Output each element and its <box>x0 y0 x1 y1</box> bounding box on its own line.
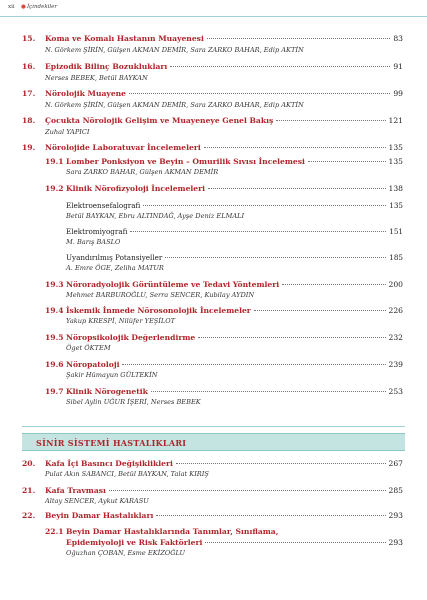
header-page-number: xii <box>8 4 15 10</box>
subentry-title: Nöropsikolojik Değerlendirme <box>66 333 196 342</box>
entry-page: 91 <box>393 62 403 71</box>
dot-leader <box>205 542 385 543</box>
entry-page: 99 <box>393 89 403 98</box>
subentry-authors: Oğuzhan ÇOBAN, Esme EKİZOĞLU <box>66 549 186 557</box>
entry-authors: Pulat Akın SABANCI, Betül BAYKAN, Talat KIRIŞ <box>45 470 209 478</box>
entry-page: 135 <box>388 143 403 152</box>
entry-title: Koma ve Komalı Hastanın Muayenesi <box>45 34 204 43</box>
subentry-authors: Mehmet BARBUROĞLU, Serra SENCER, Kubilay AYDIN <box>66 291 255 299</box>
subentry-number: 22.1 <box>45 527 64 536</box>
subentry-number: 19.5 <box>45 333 64 342</box>
entry-number: 19. <box>22 143 36 152</box>
subentry-authors: Şakir Hümayun GÜLTEKİN <box>66 371 158 379</box>
item-authors: Betül BAYKAN, Ebru ALTINDAĞ, Ayşe Deniz ELMALI <box>66 212 245 220</box>
entry-authors: N. Görkem ŞİRİN, Gülşen AKMAN DEMİR, Sara ZARKO BAHAR, Edip AKTİN <box>45 46 304 54</box>
entry-number: 15. <box>22 34 36 43</box>
entry-number: 18. <box>22 116 36 125</box>
subentry-authors: Sara ZARKO BAHAR, Gülşen AKMAN DEMİR <box>66 168 219 176</box>
subentry-number: 19.4 <box>45 306 64 315</box>
entry-page: 121 <box>388 116 403 125</box>
dot-leader <box>151 391 386 392</box>
item-title: Uyandırılmış Potansiyeller <box>66 253 163 262</box>
subentry-title-line2: Epidemiyoloji ve Risk Faktörleri <box>66 538 203 547</box>
subentry-title: Nöroradyolojik Görüntüleme ve Tedavi Yöntemleri <box>66 280 280 289</box>
subentry-title: Klinik Nörogenetik <box>66 387 148 396</box>
entry-title: Epizodik Bilinç Bozuklukları <box>45 62 168 71</box>
dot-leader <box>208 188 385 189</box>
dot-leader <box>170 66 390 67</box>
entry-number: 16. <box>22 62 36 71</box>
section-band <box>22 433 405 451</box>
entry-title: Kafa İçi Basıncı Değişiklikleri <box>45 459 173 468</box>
dot-leader <box>282 284 385 285</box>
dot-leader <box>130 231 386 232</box>
entry-title: Beyin Damar Hastalıkları <box>45 511 154 520</box>
item-page: 135 <box>389 201 403 210</box>
subentry-title: İskemik İnmede Nörosonolojik İncelemeler <box>66 306 251 315</box>
entry-number: 21. <box>22 486 36 495</box>
subentry-title: Klinik Nörofizyoloji İncelemeleri <box>66 184 206 193</box>
subentry-page: 253 <box>388 387 403 396</box>
dot-leader <box>207 38 391 39</box>
header-divider <box>0 16 427 17</box>
item-title: Elektroensefalografi <box>66 201 141 210</box>
dot-leader <box>176 463 386 464</box>
subentry-title: Lomber Ponksiyon ve Beyin – Omurilik Sıvısı İncelemesi <box>66 157 305 166</box>
subentry-authors: Öget ÖKTEM <box>66 344 111 352</box>
subentry-number: 19.2 <box>45 184 64 193</box>
entry-authors: Altay SENCER, Aykut KARASU <box>45 497 149 505</box>
dot-leader <box>198 337 385 338</box>
section-top-rule <box>22 426 405 427</box>
item-title: Elektromiyografi <box>66 227 128 236</box>
entry-authors: Nerses BEBEK, Betül BAYKAN <box>45 74 148 82</box>
entry-title: Nörolojide Laboratuvar İncelemeleri <box>45 143 201 152</box>
entry-page: 83 <box>393 34 403 43</box>
dot-leader <box>276 120 385 121</box>
subentry-page: 232 <box>388 333 403 342</box>
header-bullet-icon: ● <box>21 3 26 10</box>
subentry-page: 239 <box>388 360 403 369</box>
entry-page: 285 <box>388 486 403 495</box>
item-page: 185 <box>389 253 403 262</box>
entry-title: Kafa Travması <box>45 486 106 495</box>
entry-page: 267 <box>388 459 403 468</box>
subentry-authors: Yakup KRESPİ, Nilüfer YEŞİLOT <box>66 317 176 325</box>
subentry-page: 200 <box>388 280 403 289</box>
dot-leader <box>204 147 386 148</box>
entry-number: 20. <box>22 459 36 468</box>
item-authors: M. Barış BASLO <box>66 238 121 246</box>
dot-leader <box>308 161 386 162</box>
dot-leader <box>156 515 385 516</box>
subentry-page: 226 <box>388 306 403 315</box>
header-title: İçindekiler <box>27 4 58 10</box>
subentry-number: 19.7 <box>45 387 64 396</box>
item-authors: A. Emre ÖGE, Zeliha MATUR <box>66 264 164 272</box>
subentry-title-line1: Beyin Damar Hastalıklarında Tanımlar, Sınıflama, <box>66 527 279 536</box>
entry-number: 17. <box>22 89 36 98</box>
entry-authors: Zuhal YAPICI <box>45 128 90 136</box>
dot-leader <box>143 205 386 206</box>
item-page: 151 <box>389 227 403 236</box>
subentry-number: 19.3 <box>45 280 64 289</box>
entry-authors: N. Görkem ŞİRİN, Gülşen AKMAN DEMİR, Sara ZARKO BAHAR, Edip AKTİN <box>45 101 304 109</box>
subentry-page: 138 <box>388 184 403 193</box>
dot-leader <box>165 257 386 258</box>
subentry-number: 19.1 <box>45 157 64 166</box>
entry-title: Çocukta Nörolojik Gelişim ve Muayeneye Genel Bakış <box>45 116 274 125</box>
subentry-page: 135 <box>388 157 403 166</box>
dot-leader <box>254 310 386 311</box>
entry-number: 22. <box>22 511 36 520</box>
page-header <box>0 0 427 30</box>
dot-leader <box>129 93 390 94</box>
section-title: SİNİR SİSTEMİ HASTALIKLARI <box>36 438 187 448</box>
dot-leader <box>109 490 386 491</box>
entry-title: Nörolojik Muayene <box>45 89 127 98</box>
entry-page: 293 <box>388 511 403 520</box>
subentry-number: 19.6 <box>45 360 64 369</box>
subentry-authors: Sibel Aylin UĞUR İŞERİ, Nerses BEBEK <box>66 398 201 406</box>
subentry-page: 293 <box>388 538 403 547</box>
dot-leader <box>122 364 385 365</box>
subentry-title: Nöropatoloji <box>66 360 120 369</box>
